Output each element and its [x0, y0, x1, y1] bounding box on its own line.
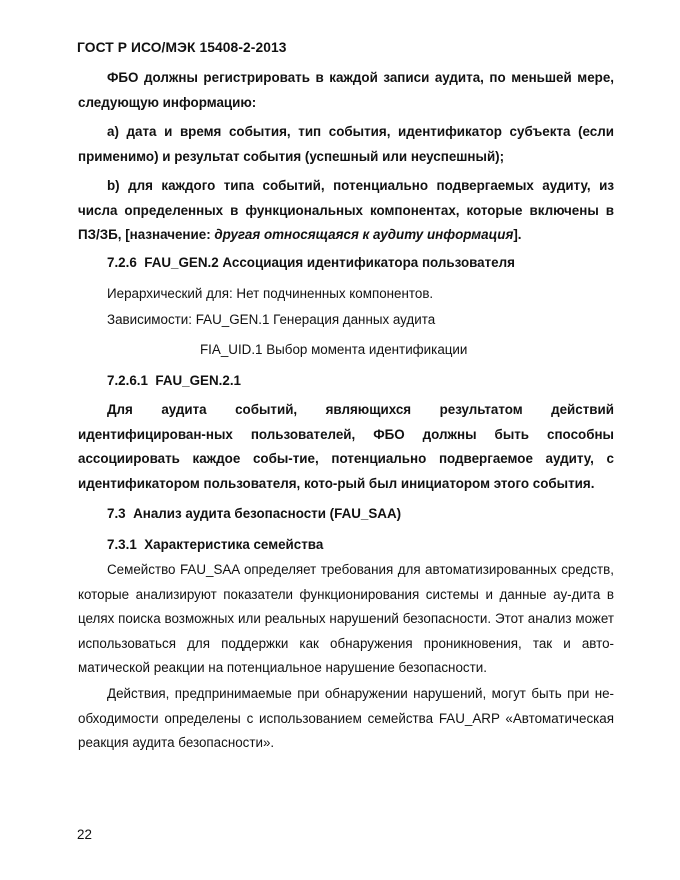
section-heading-7-2-6-1 [107, 373, 241, 388]
section-heading-7-3 [107, 506, 401, 521]
item-b-text-start: b) для каждого типа событий, потенциально подвергаемых аудиту, из числа определенных в функциональных компонентах, которые включены в ПЗ/ЗБ, [назначение: [78, 178, 614, 242]
section-7-3-1-title: Характеристика семейства [144, 537, 324, 552]
paragraph-actions: Действия, предпринимаемые при обнаружении нарушений, могут быть при не-обходимости определены с использованием семейства FAU_ARP «Автоматическая реакция аудита безопасности». [78, 686, 614, 750]
dependency-1: FAU_GEN.1 Генерация данных аудита [195, 312, 436, 327]
paragraph-fau-gen-2-1: Для аудита событий, являющихся результатом действий идентифицирован-ных пользователей, ФБО должны быть способны ассоциировать каждое собы-тие, потенциально подвергаемое аудиту, с идентификатором пользователя, кото-рый был инициатором этого события. [78, 402, 614, 491]
page-number: 22 [77, 827, 92, 842]
dependency-2: FIA_UID.1 Выбор момента идентификации [200, 342, 468, 357]
section-7-3-title: Анализ аудита безопасности (FAU_SAA) [133, 506, 402, 521]
standard-header: ГОСТ Р ИСО/МЭК 15408-2-2013 [77, 40, 287, 55]
section-code: FAU_GEN.2 [144, 255, 219, 270]
paragraph-item-a [78, 120, 614, 169]
section-heading-7-2-6 [107, 255, 515, 270]
section-number: 7.2.6 [107, 255, 137, 270]
subsection-number: 7.2.6.1 [107, 373, 148, 388]
paragraph-family-characteristic: Семейство FAU_SAA определяет требования для автоматизированных средств, которые анализируют показатели функционирования системы и данные ау-дита в целях поиска возможных или реальных нарушений безопасности. Этот анализ может использоваться для поддержки как обнаружения проникновения, так и авто-матической реакции на потенциальное нарушение безопасности. [78, 562, 614, 675]
paragraph-item-b [78, 174, 614, 248]
section-title: Ассоциация идентификатора пользователя [222, 255, 515, 270]
item-b-text-end: ]. [513, 227, 522, 242]
item-b-italic: другая относящаяся к аудиту информация [214, 227, 514, 242]
item-a-text: a) дата и время события, тип события, идентификатор субъекта (если применимо) и результат события (успешный или неуспешный); [78, 124, 614, 164]
section-7-3-1-number: 7.3.1 [107, 537, 137, 552]
section-7-3-number: 7.3 [107, 506, 126, 521]
paragraph-fbo-record: ФБО должны регистрировать в каждой записи аудита, по меньшей мере, следующую информацию: [78, 70, 614, 110]
subsection-code: FAU_GEN.2.1 [155, 373, 241, 388]
hierarchy-line: Иерархический для: Нет подчиненных компонентов. [107, 286, 434, 301]
dependencies-line [107, 312, 435, 327]
dependencies-label: Зависимости: [107, 312, 192, 327]
section-heading-7-3-1 [107, 537, 323, 552]
